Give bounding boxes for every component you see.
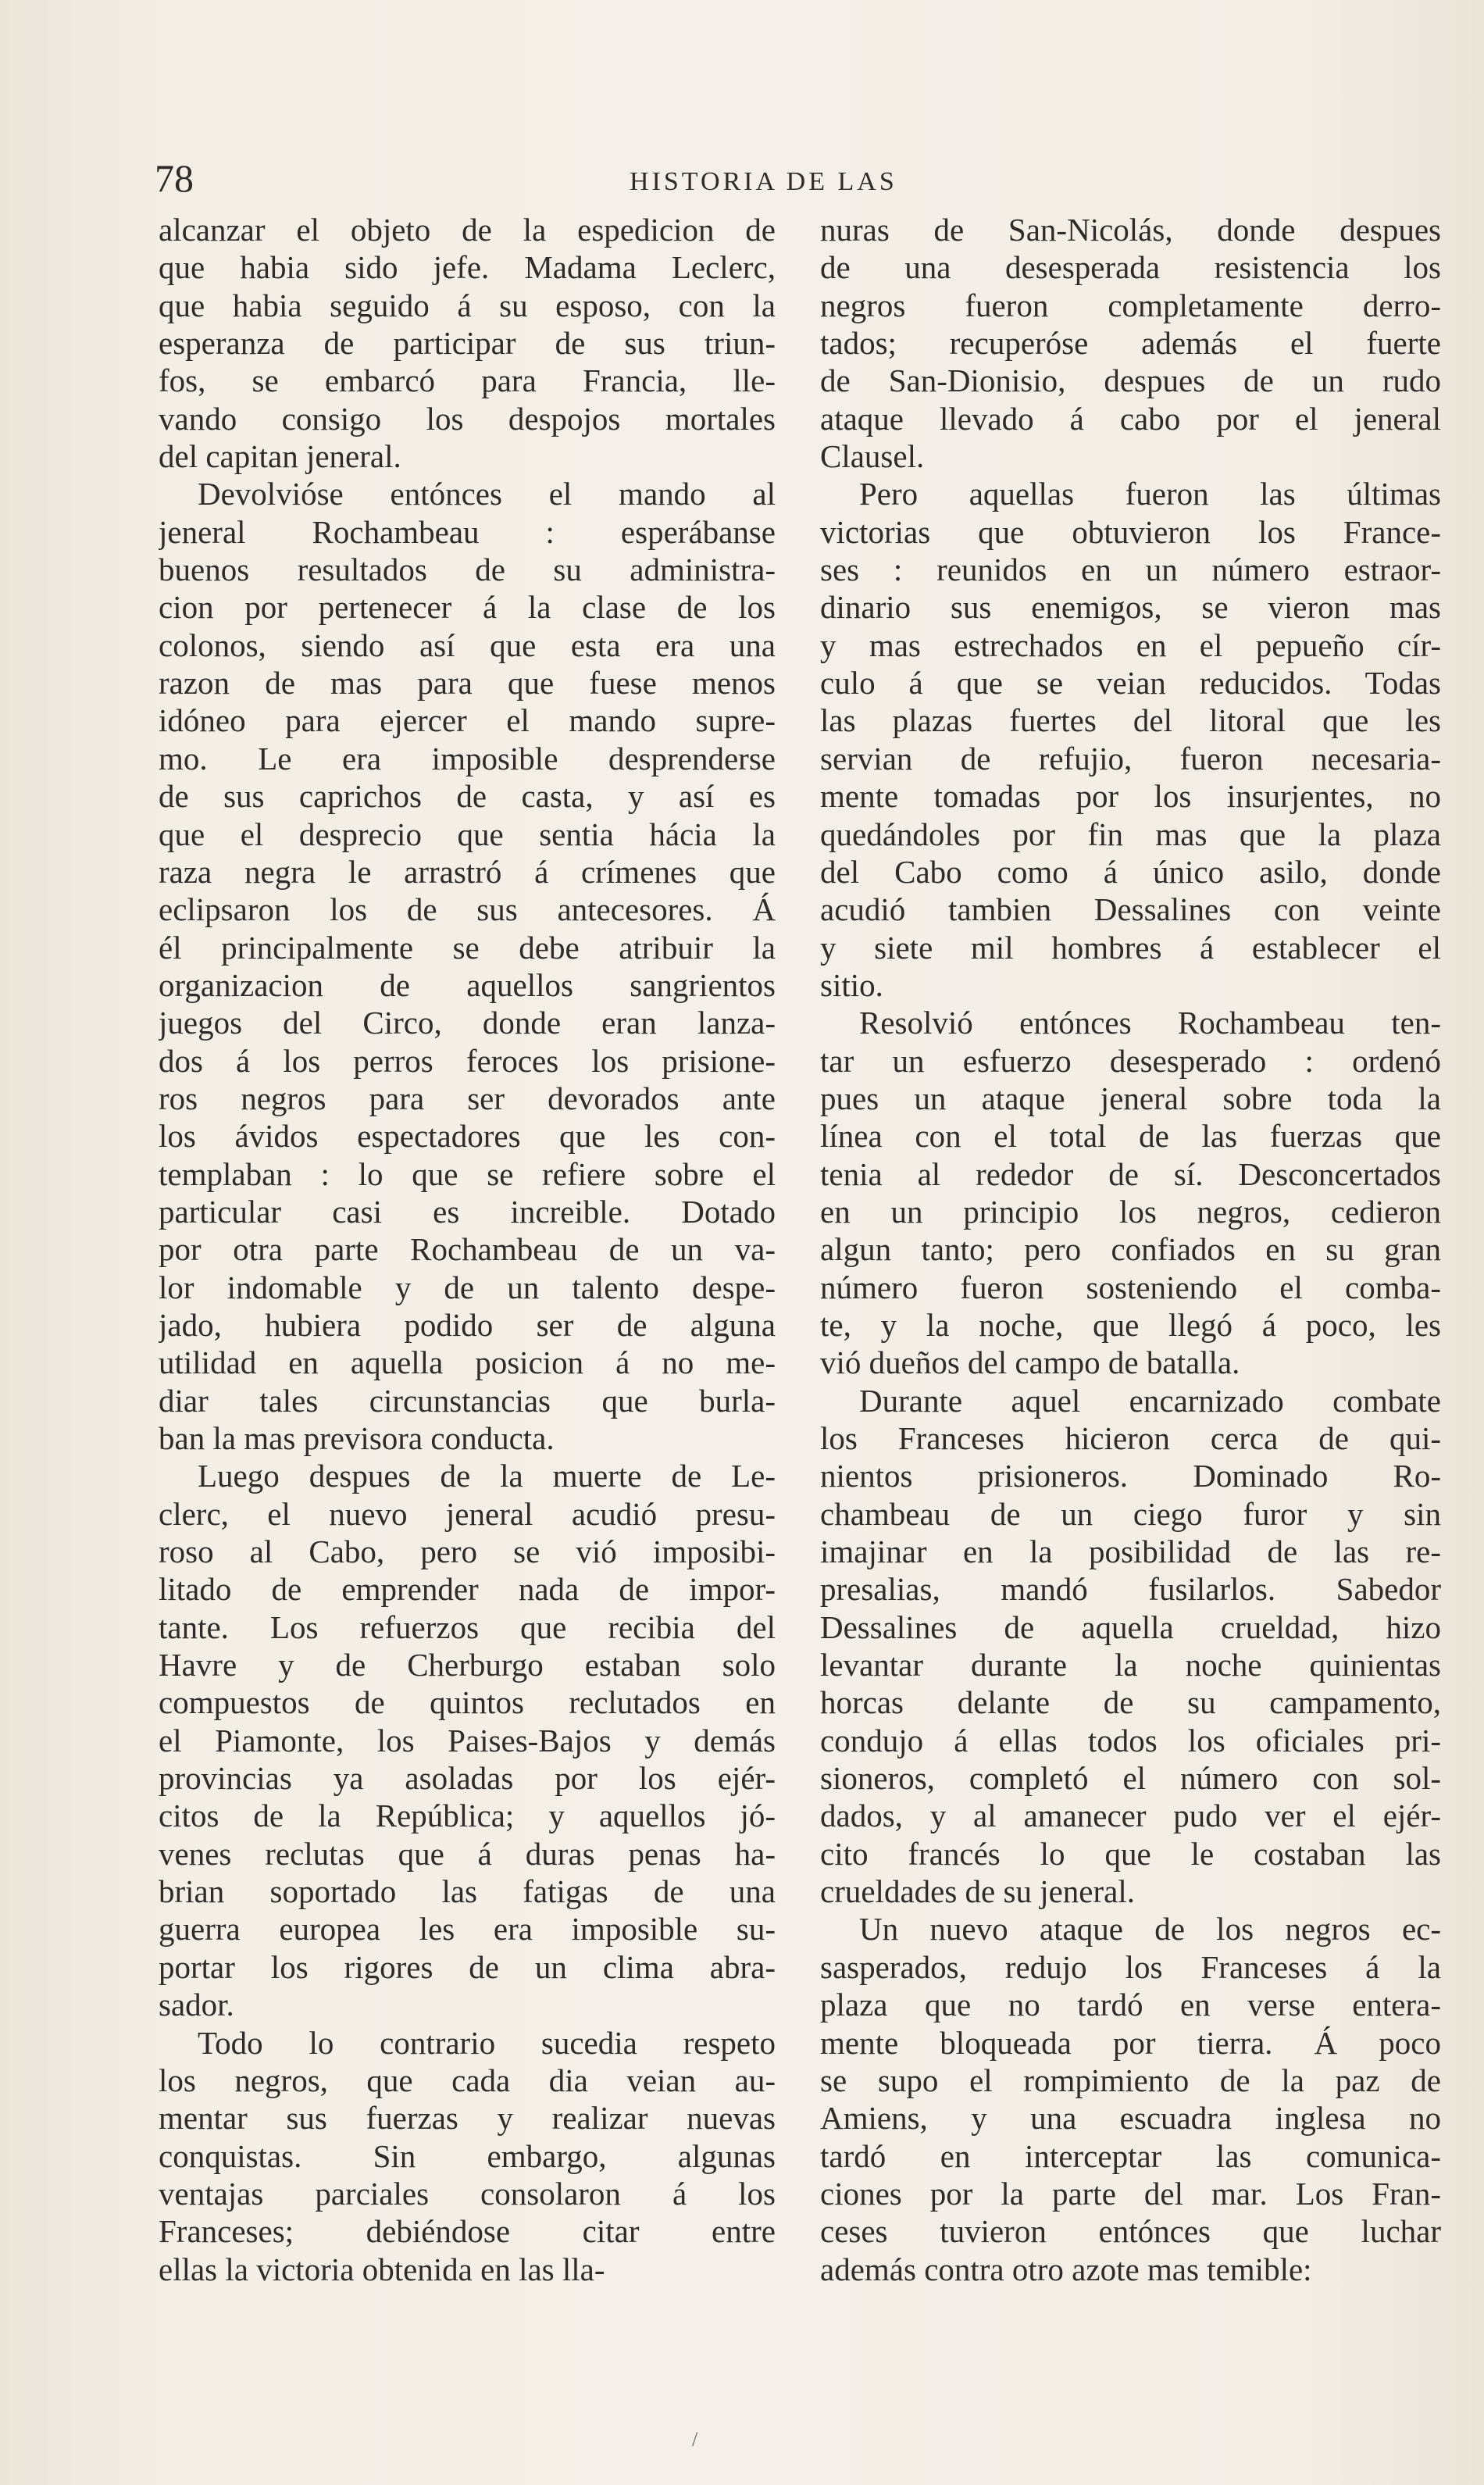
text-line: nientos prisioneros. Dominado Ro-: [820, 1458, 1441, 1494]
text-line: los negros, que cada dia veian au-: [159, 2062, 776, 2098]
text-line: línea con el total de las fuerzas que: [820, 1118, 1441, 1155]
text-line: y mas estrechados en el pepueño cír-: [820, 627, 1441, 663]
text-line: tar un esfuerzo desesperado : ordenó: [820, 1042, 1441, 1079]
text-line: te, y la noche, que llegó á poco, les: [820, 1306, 1441, 1343]
text-line: Luego despues de la muerte de Le-: [198, 1458, 776, 1494]
text-line: mo. Le era imposible desprenderse: [159, 740, 776, 777]
text-line: que habia seguido á su esposo, con la: [159, 287, 776, 323]
text-line: de una desesperada resistencia los: [820, 249, 1441, 286]
text-line: razon de mas para que fuese menos: [159, 665, 776, 702]
text-line: dinario sus enemigos, se vieron mas: [820, 589, 1441, 626]
text-line: cito francés lo que le costaban las: [820, 1835, 1441, 1872]
left-column: [159, 211, 776, 2288]
text-line: él principalmente se debe atribuir la: [159, 929, 776, 966]
text-line: mente tomadas por los insurjentes, no: [820, 778, 1441, 815]
text-line: ses : reunidos en un número estraor-: [820, 552, 1441, 588]
text-line: pues un ataque jeneral sobre toda la: [820, 1080, 1441, 1116]
page-number: 78: [155, 156, 194, 200]
text-line: dados, y al amanecer pudo ver el ejér-: [820, 1798, 1441, 1834]
text-line: del Cabo como á único asilo, donde: [820, 853, 1441, 890]
text-line: número fueron sosteniendo el comba-: [820, 1269, 1441, 1305]
text-line: Amiens, y una escuadra inglesa no: [820, 2100, 1441, 2137]
text-line: Clausel.: [820, 438, 925, 475]
text-line: conquistas. Sin embargo, algunas: [159, 2137, 776, 2174]
text-line: sasperados, redujo los Franceses á la: [820, 1948, 1441, 1985]
text-line: ros negros para ser devorados ante: [159, 1080, 776, 1116]
text-line: quedándoles por fin mas que la plaza: [820, 816, 1441, 852]
text-line: ban la mas previsora conducta.: [159, 1420, 555, 1456]
text-line: Devolvióse entónces el mando al: [198, 476, 776, 512]
stray-mark: /: [692, 2428, 698, 2451]
text-line: del capitan jeneral.: [159, 438, 401, 475]
text-line: que el desprecio que sentia hácia la: [159, 816, 776, 852]
text-line: ventajas parciales consolaron á los: [159, 2175, 776, 2212]
text-line: se supo el rompimiento de la paz de: [820, 2062, 1441, 2098]
text-line: ceses tuvieron entónces que luchar: [820, 2213, 1441, 2250]
text-line: idóneo para ejercer el mando supre-: [159, 702, 776, 739]
text-line: vando consigo los despojos mortales: [159, 400, 776, 437]
text-line: vió dueños del campo de batalla.: [820, 1344, 1240, 1381]
text-line: dos á los perros feroces los prisione-: [159, 1042, 776, 1079]
text-line: de sus caprichos de casta, y así es: [159, 778, 776, 815]
text-line: y siete mil hombres á establecer el: [820, 929, 1441, 966]
text-line: plaza que no tardó en verse entera-: [820, 1987, 1441, 2023]
text-line: victorias que obtuvieron los France-: [820, 513, 1441, 550]
text-line: condujo á ellas todos los oficiales pri-: [820, 1722, 1441, 1758]
text-line: jeneral Rochambeau : esperábanse: [159, 513, 776, 550]
text-line: Todo lo contrario sucedia respeto: [198, 2024, 776, 2061]
text-line: esperanza de participar de sus triun-: [159, 325, 776, 362]
text-line: citos de la República; y aquellos jó-: [159, 1798, 776, 1834]
text-line: portar los rigores de un clima abra-: [159, 1948, 776, 1985]
text-line: nuras de San-Nicolás, donde despues: [820, 212, 1441, 248]
text-line: provincias ya asoladas por los ejér-: [159, 1760, 776, 1797]
text-line: ciones por la parte del mar. Los Fran-: [820, 2175, 1441, 2212]
text-line: de San-Dionisio, despues de un rudo: [820, 362, 1441, 399]
text-line: mentar sus fuerzas y realizar nuevas: [159, 2100, 776, 2137]
text-line: tante. Los refuerzos que recibia del: [159, 1608, 776, 1645]
text-line: brian soportado las fatigas de una: [159, 1873, 776, 1910]
text-line: por otra parte Rochambeau de un va-: [159, 1231, 776, 1268]
text-line: alcanzar el objeto de la espedicion de: [159, 212, 776, 248]
page-header: [155, 155, 1451, 202]
text-line: clerc, el nuevo jeneral acudió presu-: [159, 1495, 776, 1532]
text-line: los Franceses hicieron cerca de qui-: [820, 1420, 1441, 1456]
text-line: tardó en interceptar las comunica-: [820, 2137, 1441, 2174]
text-line: venes reclutas que á duras penas ha-: [159, 1835, 776, 1872]
text-line: negros fueron completamente derro-: [820, 287, 1441, 323]
text-line: algun tanto; pero confiados en su gran: [820, 1231, 1441, 1268]
text-line: los ávidos espectadores que les con-: [159, 1118, 776, 1155]
text-line: cion por pertenecer á la clase de los: [159, 589, 776, 626]
text-line: en un principio los negros, cedieron: [820, 1193, 1441, 1230]
text-line: litado de emprender nada de impor-: [159, 1571, 776, 1608]
text-line: Un nuevo ataque de los negros ec-: [859, 1911, 1441, 1948]
text-line: levantar durante la noche quinientas: [820, 1647, 1441, 1683]
text-line: fos, se embarcó para Francia, lle-: [159, 362, 776, 399]
text-line: presalias, mandó fusilarlos. Sabedor: [820, 1571, 1441, 1608]
text-line: eclipsaron los de sus antecesores. Á: [159, 891, 776, 928]
text-line: compuestos de quintos reclutados en: [159, 1684, 776, 1721]
text-line: Resolvió entónces Rochambeau ten-: [859, 1005, 1441, 1041]
text-line: sador.: [159, 1987, 234, 2023]
text-line: servian de refujio, fueron necesaria-: [820, 740, 1441, 777]
text-line: diar tales circunstancias que burla-: [159, 1382, 776, 1419]
text-line: sioneros, completó el número con sol-: [820, 1760, 1441, 1797]
text-line: Pero aquellas fueron las últimas: [859, 476, 1441, 512]
text-line: tenia al rededor de sí. Desconcertados: [820, 1155, 1441, 1192]
text-line: además contra otro azote mas temible:: [820, 2251, 1312, 2287]
text-line: particular casi es increible. Dotado: [159, 1193, 776, 1230]
text-line: buenos resultados de su administra-: [159, 552, 776, 588]
text-line: roso al Cabo, pero se vió imposibi-: [159, 1533, 776, 1570]
text-line: ataque llevado á cabo por el jeneral: [820, 400, 1441, 437]
right-column: [820, 211, 1441, 2288]
text-line: acudió tambien Dessalines con veinte: [820, 891, 1441, 928]
running-title: HISTORIA DE LAS: [630, 167, 897, 196]
text-line: las plazas fuertes del litoral que les: [820, 702, 1441, 739]
text-line: horcas delante de su campamento,: [820, 1684, 1441, 1721]
text-line: juegos del Circo, donde eran lanza-: [159, 1005, 776, 1041]
text-line: raza negra le arrastró á crímenes que: [159, 853, 776, 890]
text-line: sitio.: [820, 966, 883, 1003]
text-line: Franceses; debiéndose citar entre: [159, 2213, 776, 2250]
text-line: jado, hubiera podido ser de alguna: [159, 1306, 776, 1343]
text-line: mente bloqueada por tierra. Á poco: [820, 2024, 1441, 2061]
text-line: utilidad en aquella posicion á no me-: [159, 1344, 776, 1381]
text-line: el Piamonte, los Paises-Bajos y demás: [159, 1722, 776, 1758]
text-line: tados; recuperóse además el fuerte: [820, 325, 1441, 362]
text-line: crueldades de su jeneral.: [820, 1873, 1135, 1910]
text-line: colonos, siendo así que esta era una: [159, 627, 776, 663]
text-line: organizacion de aquellos sangrientos: [159, 966, 776, 1003]
text-line: Havre y de Cherburgo estaban solo: [159, 1647, 776, 1683]
text-line: lor indomable y de un talento despe-: [159, 1269, 776, 1305]
text-line: chambeau de un ciego furor y sin: [820, 1495, 1441, 1532]
text-line: guerra europea les era imposible su-: [159, 1911, 776, 1948]
text-line: Durante aquel encarnizado combate: [859, 1382, 1441, 1419]
text-line: ellas la victoria obtenida en las lla-: [159, 2251, 605, 2287]
text-line: Dessalines de aquella crueldad, hizo: [820, 1608, 1441, 1645]
text-line: imajinar en la posibilidad de las re-: [820, 1533, 1441, 1570]
text-line: templaban : lo que se refiere sobre el: [159, 1155, 776, 1192]
text-line: que habia sido jefe. Madama Leclerc,: [159, 249, 776, 286]
text-line: culo á que se veian reducidos. Todas: [820, 665, 1441, 702]
